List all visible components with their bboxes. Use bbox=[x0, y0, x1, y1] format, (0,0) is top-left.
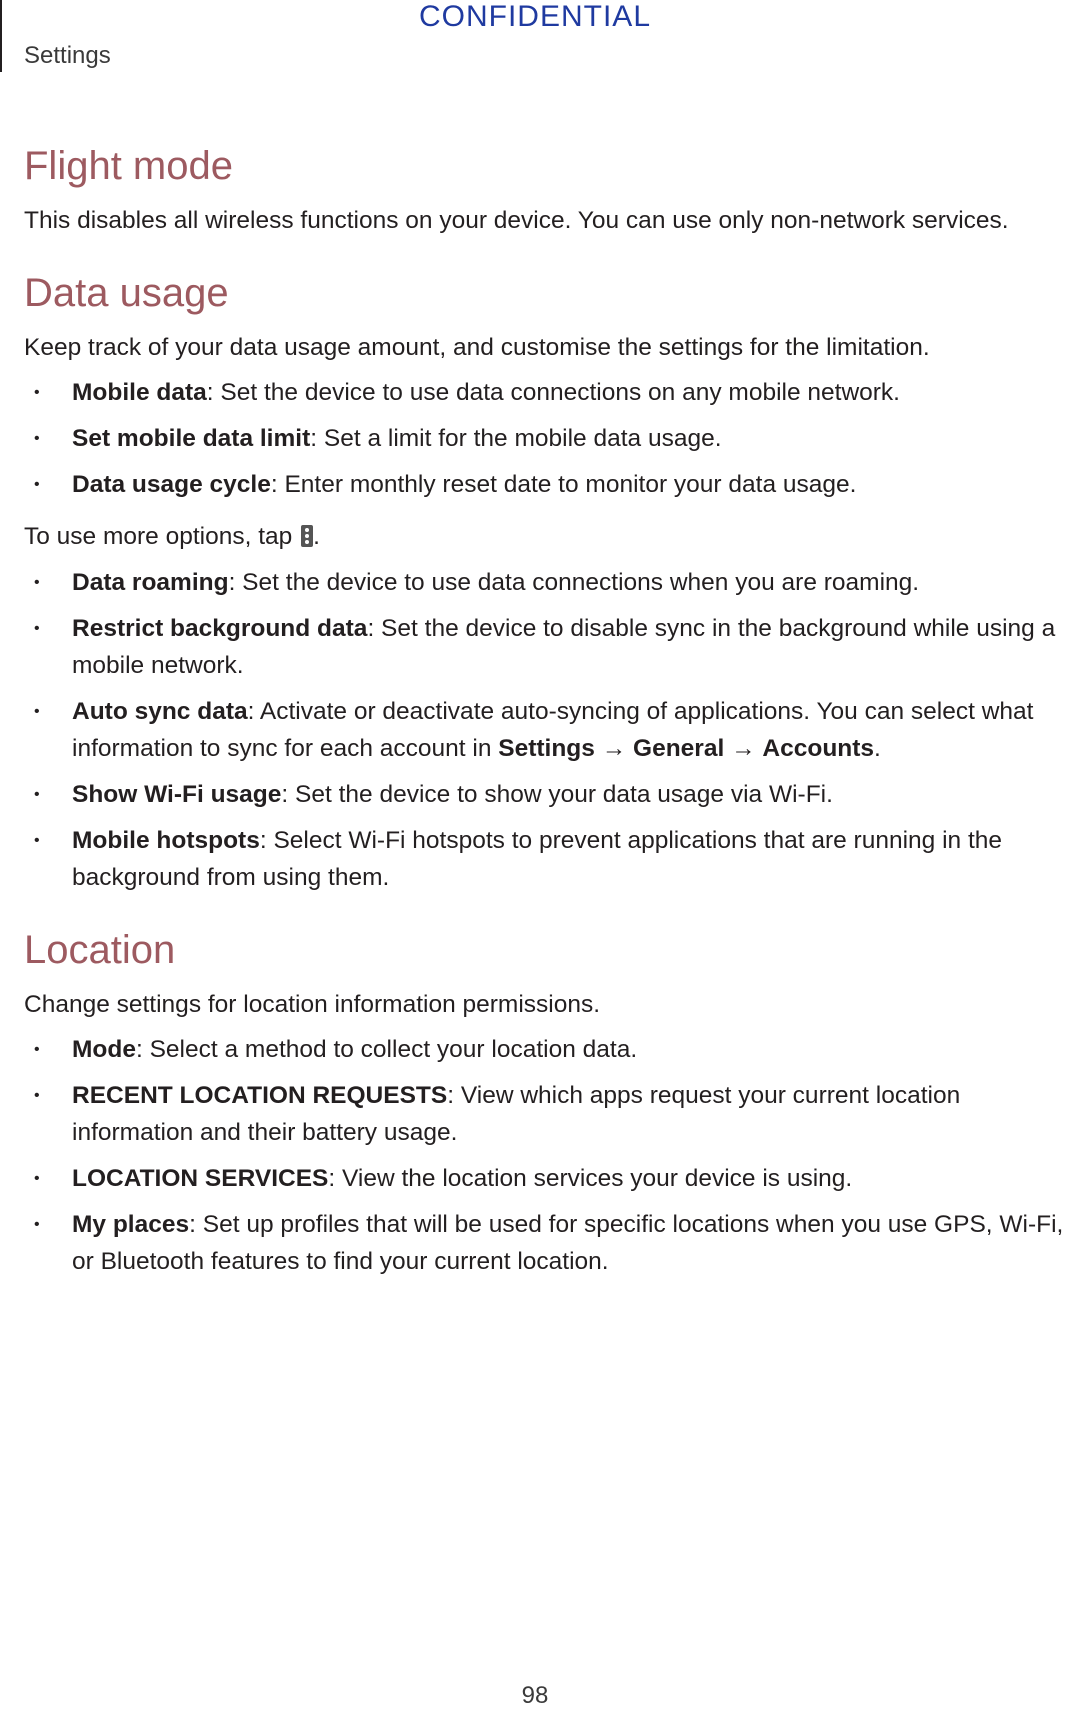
item-text: : Set a limit for the mobile data usage. bbox=[310, 425, 722, 452]
bullet: • bbox=[34, 786, 40, 803]
item-term: Set mobile data limit bbox=[72, 425, 311, 452]
item-term: Auto sync data bbox=[72, 698, 248, 725]
list-item bbox=[24, 610, 1064, 684]
more-options-list bbox=[24, 564, 1064, 896]
item-term: Data usage cycle bbox=[72, 471, 271, 498]
bullet: • bbox=[34, 1087, 40, 1104]
bullet: • bbox=[34, 1170, 40, 1187]
item-text: : Set the device to show your data usage via Wi-Fi. bbox=[281, 781, 833, 808]
item-term: Data roaming bbox=[72, 569, 229, 596]
path-end: . bbox=[874, 735, 881, 762]
list-item bbox=[24, 1077, 1064, 1151]
arrow-right-icon: → bbox=[594, 735, 634, 762]
bullet: • bbox=[34, 1216, 40, 1233]
location-section bbox=[24, 924, 1064, 1280]
item-text: : Select a method to collect your location data. bbox=[135, 1036, 638, 1063]
more-options-icon bbox=[301, 525, 313, 547]
item-term: Mobile data bbox=[72, 379, 207, 406]
list-item bbox=[24, 1206, 1064, 1280]
running-head: Settings bbox=[24, 42, 111, 69]
data-usage-section bbox=[24, 267, 1064, 896]
bullet: • bbox=[34, 620, 40, 637]
item-term: Mobile hotspots bbox=[72, 827, 260, 854]
list-item bbox=[24, 776, 1064, 813]
item-term: My places bbox=[72, 1211, 190, 1238]
item-text: : Select Wi-Fi hotspots to prevent applications that are running in the background from using them. bbox=[72, 827, 1003, 891]
confidential-watermark: CONFIDENTIAL bbox=[418, 0, 652, 33]
item-text: : Activate or deactivate auto-syncing of applications. You can select what information to sync for each account in bbox=[72, 698, 1034, 762]
path-general: General bbox=[633, 735, 725, 762]
path-settings: Settings bbox=[498, 735, 595, 762]
location-list bbox=[24, 1031, 1064, 1280]
flight-mode-section bbox=[24, 140, 1064, 239]
item-text: : Enter monthly reset date to monitor your data usage. bbox=[270, 471, 857, 498]
item-text: : Set the device to disable sync in the background while using a mobile network. bbox=[72, 615, 1056, 679]
list-item bbox=[24, 420, 1064, 457]
more-options-suffix: . bbox=[313, 523, 320, 550]
location-description: Change settings for location information permissions. bbox=[24, 991, 601, 1018]
item-text: : Set the device to use data connections when you are roaming. bbox=[228, 569, 920, 596]
arrow-right-icon: → bbox=[724, 735, 763, 762]
page-content bbox=[24, 140, 1064, 1308]
list-item bbox=[24, 1160, 1064, 1197]
more-options-note bbox=[24, 518, 1064, 555]
list-item bbox=[24, 564, 1064, 601]
page-number: 98 bbox=[521, 1682, 549, 1709]
list-item bbox=[24, 374, 1064, 411]
item-term: Mode bbox=[72, 1036, 136, 1063]
item-term: Show Wi-Fi usage bbox=[72, 781, 282, 808]
bullet: • bbox=[34, 384, 40, 401]
item-text: : Set up profiles that will be used for specific locations when you use GPS, Wi-Fi, or Bluetooth features to find your current location. bbox=[72, 1211, 1064, 1275]
list-item bbox=[24, 466, 1064, 503]
bullet: • bbox=[34, 476, 40, 493]
list-item bbox=[24, 822, 1064, 896]
flight-mode-heading: Flight mode bbox=[24, 144, 233, 188]
item-text: : View the location services your device is using. bbox=[328, 1165, 853, 1192]
bullet: • bbox=[34, 703, 40, 720]
bullet: • bbox=[34, 430, 40, 447]
more-options-prefix: To use more options, tap bbox=[24, 523, 293, 550]
bullet: • bbox=[34, 574, 40, 591]
data-usage-list bbox=[24, 374, 1064, 503]
data-usage-heading: Data usage bbox=[24, 271, 229, 315]
item-text: : View which apps request your current location information and their battery usage. bbox=[72, 1082, 961, 1146]
item-term: RECENT LOCATION REQUESTS bbox=[72, 1082, 448, 1109]
item-term: Restrict background data bbox=[72, 615, 368, 642]
bullet: • bbox=[34, 832, 40, 849]
item-text: : Set the device to use data connections on any mobile network. bbox=[206, 379, 900, 406]
path-accounts: Accounts bbox=[762, 735, 875, 762]
data-usage-description: Keep track of your data usage amount, and customise the settings for the limitation. bbox=[24, 334, 930, 361]
list-item bbox=[24, 1031, 1064, 1068]
flight-mode-description: This disables all wireless functions on your device. You can use only non-network services. bbox=[24, 207, 1009, 234]
location-heading: Location bbox=[24, 928, 176, 972]
item-term: LOCATION SERVICES bbox=[72, 1165, 329, 1192]
list-item bbox=[24, 693, 1064, 767]
bullet: • bbox=[34, 1041, 40, 1058]
